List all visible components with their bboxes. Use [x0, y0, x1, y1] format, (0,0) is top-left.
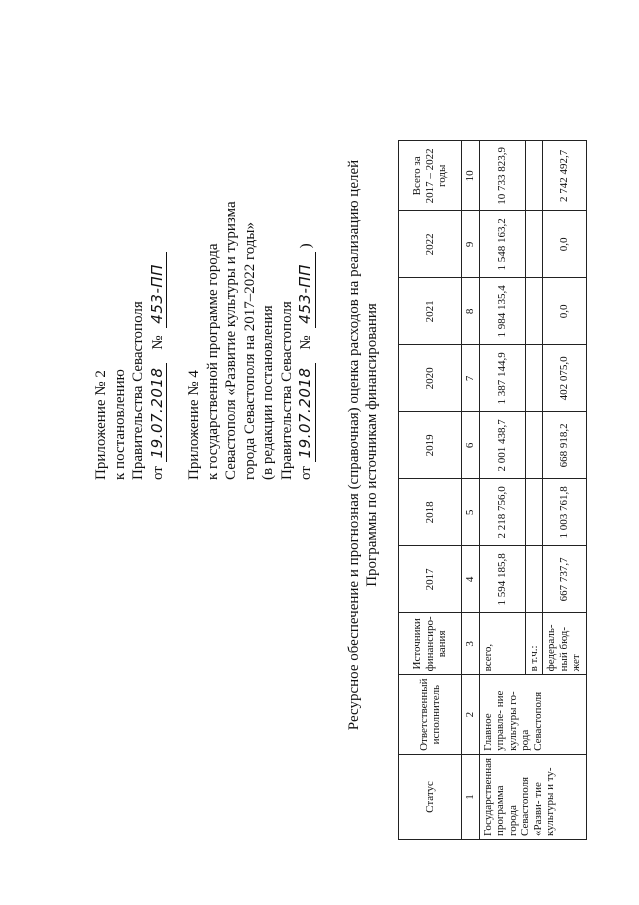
source-cell: всего,: [479, 613, 525, 675]
appendix-line: города Севастополя на 2017–2022 годы»: [241, 222, 258, 480]
value-cell: 0,0: [543, 278, 587, 345]
col-header-sources: Источники финансиро- вания: [399, 613, 462, 675]
col-index: 3: [462, 613, 480, 675]
col-header-total: Всего за 2017 – 2022 годы: [399, 141, 462, 211]
value-cell: [525, 546, 543, 613]
value-cell: 1 003 761,8: [543, 479, 587, 546]
value-cell: [525, 479, 543, 546]
appendix-line: Приложение № 4: [186, 370, 202, 480]
col-header-status: Статус: [399, 754, 462, 839]
value-cell: 2 001 438,7: [479, 412, 525, 479]
col-header-executor: Ответственный исполнитель: [399, 675, 462, 754]
number-label: №: [149, 335, 166, 350]
value-cell: 2 742 492,7: [543, 141, 587, 211]
close-paren: ): [298, 243, 314, 249]
value-cell: [525, 412, 543, 479]
value-cell: 667 737,7: [543, 546, 587, 613]
col-index: 8: [462, 278, 480, 345]
appendix-line: Севастополя «Развитие культуры и туризма: [223, 201, 239, 480]
appendix-line: Правительства Севастополя: [130, 301, 146, 480]
col-index: 9: [462, 211, 480, 278]
value-cell: 1 594 185,8: [479, 546, 525, 613]
value-cell: [525, 211, 543, 278]
col-header-2017: 2017: [399, 546, 462, 613]
index-row: [462, 141, 480, 840]
appendix-line: к государственной программе города: [204, 243, 221, 480]
budget-table: [398, 140, 587, 840]
col-index: 10: [462, 141, 480, 211]
table-row: [479, 141, 525, 840]
from-label: от: [298, 466, 314, 480]
appendix-block: [92, 150, 316, 480]
handwritten-number: 453-ПП: [148, 252, 168, 328]
appendix-line: Правительства Севастополя: [278, 301, 295, 480]
col-header-2022: 2022: [399, 211, 462, 278]
source-cell: федераль- ный бюд- жет: [543, 613, 587, 675]
value-cell: 1 548 163,2: [479, 211, 525, 278]
from-label: от: [149, 466, 166, 480]
appendix-line: к постановлению: [111, 369, 128, 480]
status-cell: Государственная программа города Севастополя «Разви- тие культуры и ту-: [479, 754, 587, 839]
handwritten-date: 19.07.2018: [296, 364, 316, 463]
value-cell: 1 984 135,4: [479, 278, 525, 345]
col-index: 4: [462, 546, 480, 613]
value-cell: 1 387 144,9: [479, 345, 525, 412]
value-cell: 402 075,0: [543, 345, 587, 412]
col-index: 7: [462, 345, 480, 412]
col-index: 2: [462, 675, 480, 754]
col-header-2019: 2019: [399, 412, 462, 479]
value-cell: 2 218 756,0: [479, 479, 525, 546]
col-index: 6: [462, 412, 480, 479]
col-index: 5: [462, 479, 480, 546]
handwritten-number: 453-ПП: [296, 252, 316, 328]
document-title: [345, 85, 381, 805]
appendix-date-line-2: [296, 150, 316, 480]
source-cell: в т.ч.:: [525, 613, 543, 675]
header-row: [399, 141, 462, 840]
number-label: №: [298, 335, 314, 350]
col-index: 1: [462, 754, 480, 839]
value-cell: [525, 345, 543, 412]
col-header-2018: 2018: [399, 479, 462, 546]
title-line: Ресурсное обеспечение и прогнозная (справочная) оценка расходов на реализацию целей: [346, 159, 362, 731]
title-line: Программы по источникам финансирования: [364, 303, 380, 587]
appendix-line: (в редакции постановления: [260, 305, 276, 480]
value-cell: 668 918,2: [543, 412, 587, 479]
appendix-line: Приложение № 2: [93, 370, 109, 480]
appendix-date-line: [148, 150, 168, 480]
col-header-2021: 2021: [399, 278, 462, 345]
value-cell: [525, 141, 543, 211]
value-cell: 10 733 823,9: [479, 141, 525, 211]
handwritten-date: 19.07.2018: [148, 364, 168, 463]
value-cell: 0,0: [543, 211, 587, 278]
executor-cell: Главное управле- ние культуры го- рода Севастополя: [479, 675, 587, 754]
col-header-2020: 2020: [399, 345, 462, 412]
value-cell: [525, 278, 543, 345]
